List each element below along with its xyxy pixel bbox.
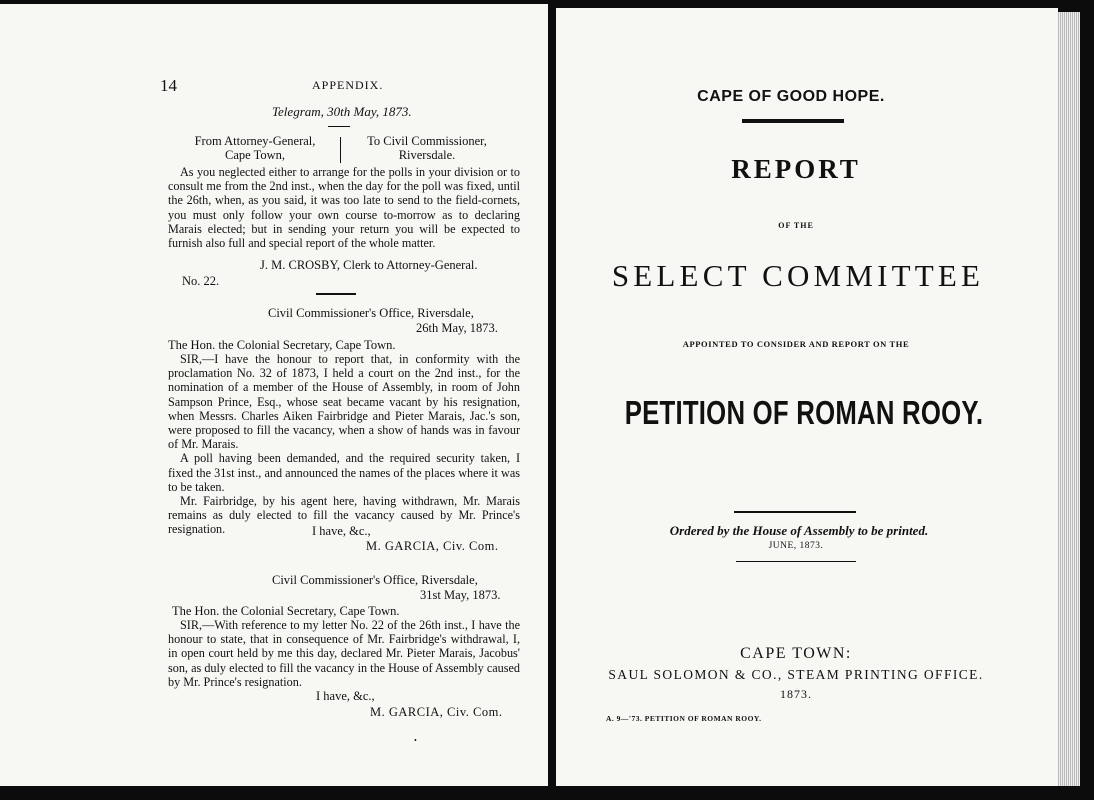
city-line: CAPE TOWN: [740, 645, 852, 662]
right-page [556, 8, 1058, 786]
printer-year: 1873. [780, 687, 812, 701]
letter2-para1: SIR,—With reference to my letter No. 22 of the 26th inst., I have the honour to state, that in consequence of Mr. Fairbridge's withdrawal, I, in open court held by me this day, declared Mr. Pieter Marais, Jacobus' son, as duly elected to fill the vacancy in the House of Assembly caused by Mr. Prince's resignation. [168, 618, 520, 689]
letter1-date: 26th May, 1873. [416, 321, 498, 335]
letter1-para2: A poll having been demanded, and the required security taken, I fixed the 31st inst., and announced the names of the places where it was to be taken. [168, 451, 520, 494]
right-page-stack-edge [1058, 12, 1080, 786]
letter1-addressee: The Hon. the Colonial Secretary, Cape Town. [168, 338, 396, 352]
to-line-2: Riversdale. [398, 148, 456, 162]
letter1-body [168, 352, 520, 537]
letter1-signature: M. GARCIA, Civ. Com. [366, 539, 499, 553]
print-date: JUNE, 1873. [768, 541, 824, 551]
telegram-signature: J. M. CROSBY, Clerk to Attorney-General. [260, 258, 478, 272]
telegram-body [168, 165, 520, 250]
running-head: APPENDIX. [312, 78, 384, 92]
letter2-date: 31st May, 1873. [420, 588, 501, 602]
to-line-1: To Civil Commissioner, [367, 134, 487, 148]
letter2-addressee: The Hon. the Colonial Secretary, Cape Town. [172, 604, 400, 618]
from-block [180, 134, 330, 162]
letter2-signature: M. GARCIA, Civ. Com. [370, 705, 503, 719]
ordered-rule-top [734, 511, 856, 513]
from-line-1: From Attorney-General, [194, 134, 316, 148]
divider-vertical [340, 137, 341, 163]
letter1-office: Civil Commissioner's Office, Riversdale, [268, 306, 474, 320]
left-page [0, 4, 548, 786]
letter1-para1: SIR,—I have the honour to report that, in conformity with the proclamation No. 32 of 1873, I held a court on the 2nd inst., for the nomination of a member of the House of Assembly, in room of John Sampson Prince, Esq., whose seat became vacant by his resignation, when Messrs. Charles Aiken Fairbridge and Pieter Marais, Jac.'s son, were proposed to fill the vacancy, when a show of hands was in favour of Mr. Marais. [168, 352, 520, 452]
report-title: REPORT [731, 154, 861, 184]
letter1-para3: Mr. Fairbridge, by his agent here, having withdrawn, Mr. Marais remains as duly elected to fill the vacancy caused by Mr. Prince's resignation. [168, 494, 520, 537]
printer-line: SAUL SOLOMON & CO., STEAM PRINTING OFFICE. [608, 667, 984, 682]
section-rule [316, 293, 356, 295]
telegram-body-text: As you neglected either to arrange for the polls in your division or to consult me from the 2nd inst., when the day for the poll was fixed, until the 26th, when, as you said, it was too late to send to the field-cornets, you must only follow your own course to-morrow as to declaring Marais elected; but in sending your return you will be expected to furnish also full and special report of the whole matter. [168, 165, 520, 251]
ordered-line: Ordered by the House of Assembly to be printed. [669, 523, 929, 538]
telegram-heading: Telegram, 30th May, 1873. [272, 104, 412, 119]
from-line-2: Cape Town, [225, 148, 285, 162]
letter1-closing: I have, &c., [312, 524, 371, 538]
of-the-label: OF THE [778, 221, 814, 230]
page-number: 14 [160, 76, 177, 95]
page-end-dot: • [414, 736, 417, 745]
committee-title: SELECT COMMITTEE [611, 258, 985, 293]
to-block [352, 134, 502, 162]
letter-number: No. 22. [182, 274, 220, 288]
appointed-label: APPOINTED TO CONSIDER AND REPORT ON THE [682, 339, 910, 349]
letter2-closing: I have, &c., [316, 689, 375, 703]
letter2-body [168, 618, 520, 689]
short-rule [328, 126, 350, 127]
letter2-office: Civil Commissioner's Office, Riversdale, [272, 573, 478, 587]
colony-rule [742, 119, 844, 123]
colony-heading: CAPE OF GOOD HOPE. [697, 88, 885, 105]
ordered-rule-bottom [736, 561, 856, 562]
page-footer: A. 9—'73. PETITION OF ROMAN ROOY. [606, 714, 762, 723]
petition-title: PETITION OF ROMAN ROOY. [624, 394, 984, 431]
